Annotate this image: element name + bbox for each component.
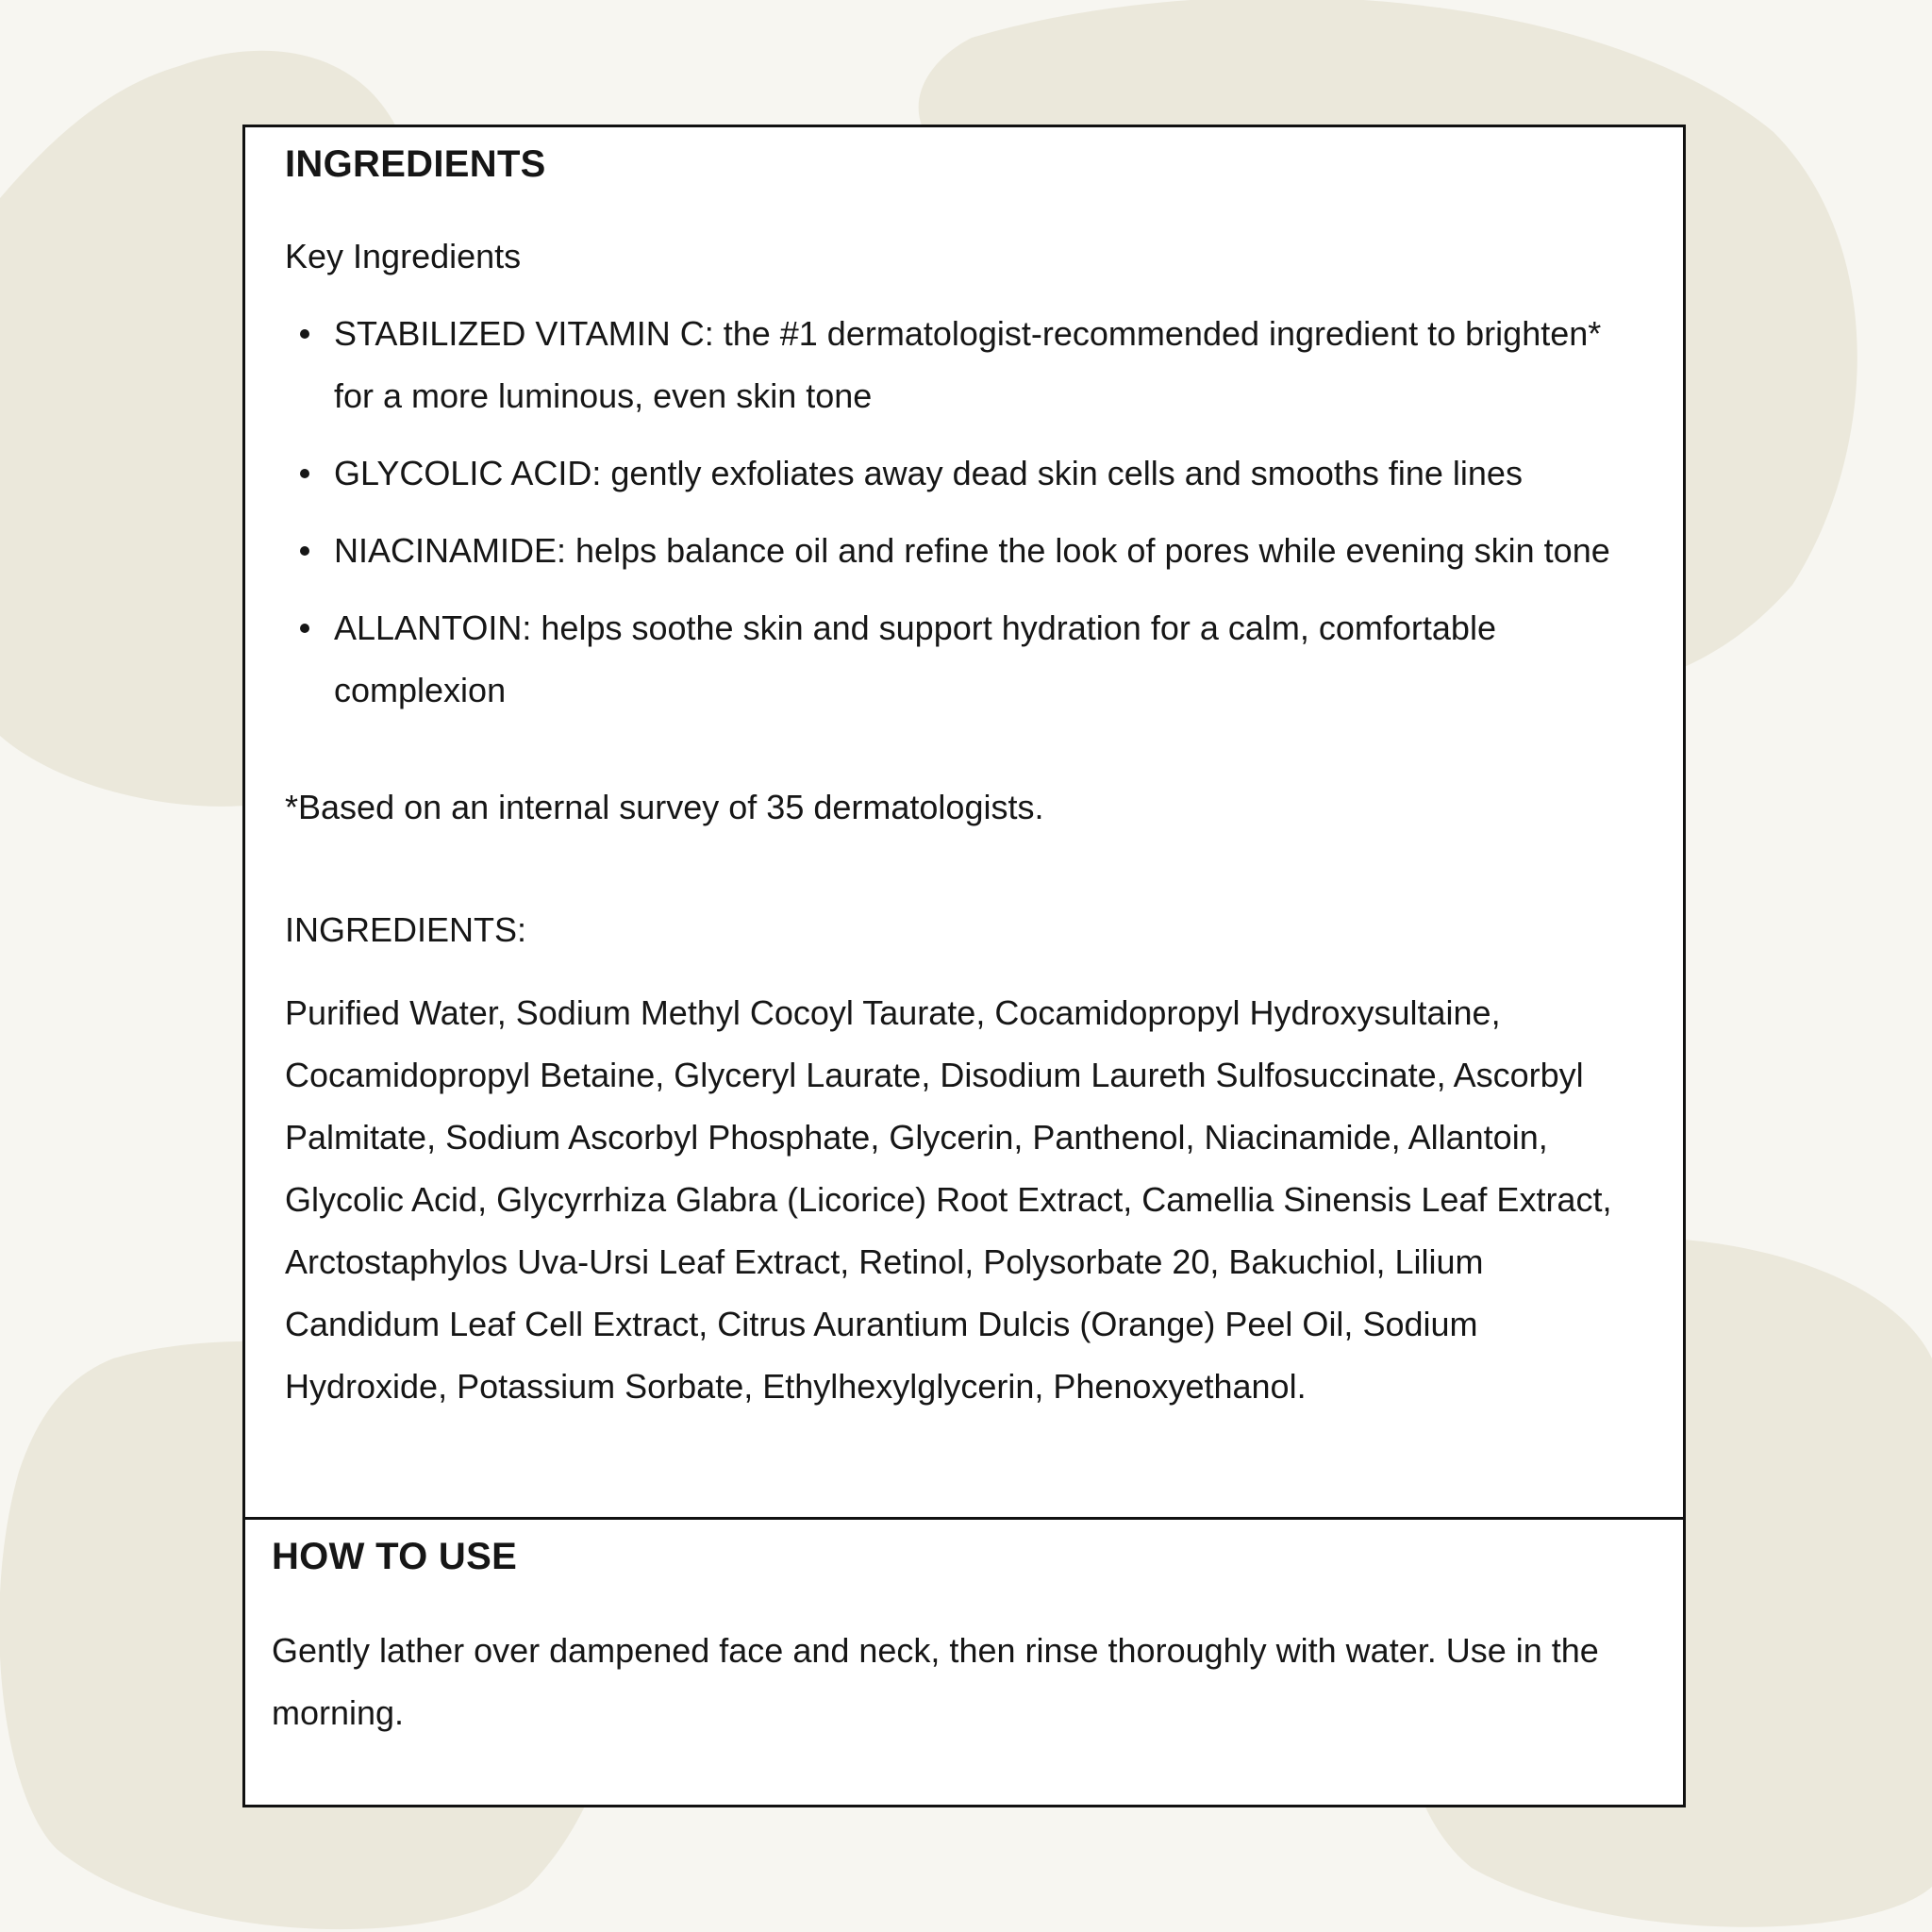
ingredients-heading: INGREDIENTS xyxy=(285,143,546,185)
bullet-icon xyxy=(300,469,309,478)
ingredients-section xyxy=(245,127,1683,1517)
list-item-text: STABILIZED VITAMIN C: the #1 dermatologist-recommended ingredient to brighten* for a more luminous, even skin tone xyxy=(334,314,1602,415)
how-to-use-heading: HOW TO USE xyxy=(272,1536,518,1577)
bullet-icon xyxy=(300,624,309,633)
how-to-use-section xyxy=(245,1520,1683,1744)
bullet-icon xyxy=(300,329,309,339)
list-item xyxy=(334,597,1645,722)
list-item-text: GLYCOLIC ACID: gently exfoliates away dead skin cells and smooths fine lines xyxy=(334,454,1523,492)
list-item xyxy=(334,520,1645,582)
full-ingredients-label: INGREDIENTS: xyxy=(285,910,527,949)
list-item xyxy=(334,303,1645,427)
product-info-card xyxy=(242,125,1686,1807)
key-ingredients-list xyxy=(285,303,1645,722)
list-item-text: ALLANTOIN: helps soothe skin and support hydration for a calm, comfortable complexion xyxy=(334,608,1496,709)
key-ingredients-subheading: Key Ingredients xyxy=(285,237,522,275)
bullet-icon xyxy=(300,546,309,556)
list-item-text: NIACINAMIDE: helps balance oil and refine the look of pores while evening skin tone xyxy=(334,531,1610,570)
full-ingredients-list: Purified Water, Sodium Methyl Cocoyl Taurate, Cocamidopropyl Hydroxysultaine, Cocamidopropyl Betaine, Glyceryl Laurate, Disodium Laureth Sulfosuccinate, Ascorbyl Palmitate, Sodium Ascorbyl Phosphate, Glycerin, Panthenol, Niacinamide, Allantoin, Glycolic Acid, Glycyrrhiza Glabra (Licorice) Root Extract, Camellia Sinensis Leaf Extract, Arctostaphylos Uva-Ursi Leaf Extract, Retinol, Polysorbate 20, Bakuchiol, Lilium Candidum Leaf Cell Extract, Citrus Aurantium Dulcis (Orange) Peel Oil, Sodium Hydroxide, Potassium Sorbate, Ethylhexylglycerin, Phenoxyethanol. xyxy=(285,993,1612,1406)
survey-footnote: *Based on an internal survey of 35 dermatologists. xyxy=(285,788,1044,826)
list-item xyxy=(334,442,1645,505)
how-to-use-text: Gently lather over dampened face and neck, then rinse thoroughly with water. Use in the morning. xyxy=(272,1631,1599,1732)
